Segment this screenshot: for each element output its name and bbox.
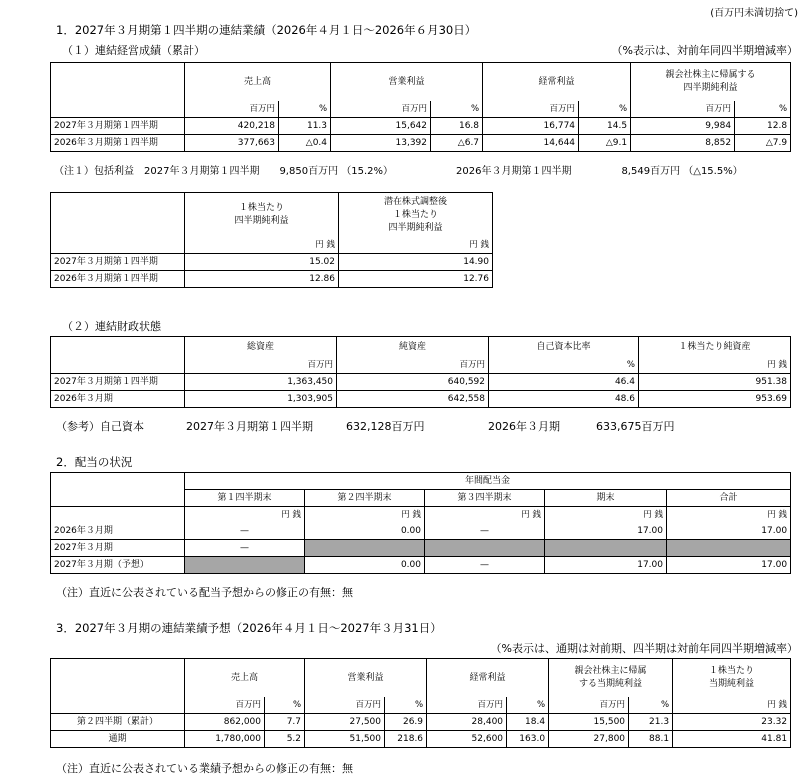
unit-cell: 円 銭 xyxy=(185,237,339,254)
cell: 28,400 xyxy=(427,714,507,731)
row-label: 2027年３月期（予想） xyxy=(51,557,185,574)
header-bps: １株当たり純資産 xyxy=(639,337,791,358)
cell: 862,000 xyxy=(185,714,265,731)
cell: 41.81 xyxy=(673,731,791,748)
table-row xyxy=(51,523,791,540)
unit-cell: 円 銭 xyxy=(185,507,305,524)
cell: 5.2 xyxy=(265,731,305,748)
unit-cell: 円 銭 xyxy=(639,357,791,374)
cell: 953.69 xyxy=(639,391,791,408)
row-label: 2027年３月期第１四半期 xyxy=(51,374,185,391)
cell: 17.00 xyxy=(667,557,791,574)
unit-cell: 円 銭 xyxy=(339,237,493,254)
operating-results-table xyxy=(50,62,791,152)
reference-equity-period: 2027年３月期第１四半期 xyxy=(186,420,313,433)
header-sales: 売上高 xyxy=(185,659,305,698)
unit-cell: 百万円 xyxy=(185,357,337,374)
header-total-assets: 総資産 xyxy=(185,337,337,358)
table-row xyxy=(51,540,791,557)
cell: 7.7 xyxy=(265,714,305,731)
reference-equity-value: 632,128百万円 xyxy=(346,420,425,433)
cell: 16.8 xyxy=(431,118,483,135)
cell: 12.8 xyxy=(735,118,791,135)
table-row xyxy=(51,391,791,408)
table-row xyxy=(51,135,791,152)
cell: △6.7 xyxy=(431,135,483,152)
cell: 377,663 xyxy=(185,135,279,152)
cell: — xyxy=(185,540,305,557)
cell: 218.6 xyxy=(385,731,427,748)
cell: 13,392 xyxy=(331,135,431,152)
unit-cell: 円 銭 xyxy=(545,507,667,524)
cell: △7.9 xyxy=(735,135,791,152)
header-year-end: 期末 xyxy=(545,490,667,507)
unit-cell: % xyxy=(629,697,673,714)
cell: 0.00 xyxy=(305,557,425,574)
cell: 9,984 xyxy=(631,118,735,135)
unit-cell: % xyxy=(279,101,331,118)
cell: 951.38 xyxy=(639,374,791,391)
cell: 27,500 xyxy=(305,714,385,731)
header-diluted-eps: 潜在株式調整後 １株当たり 四半期純利益 xyxy=(339,193,493,238)
table-row xyxy=(51,271,493,288)
cell: 88.1 xyxy=(629,731,673,748)
unit-cell: 円 銭 xyxy=(425,507,545,524)
subsection2-title: （２）連結財政状態 xyxy=(62,320,161,333)
unit-cell: 百万円 xyxy=(427,697,507,714)
table-row xyxy=(51,714,791,731)
cell: 0.00 xyxy=(305,523,425,540)
section2-title: 2．配当の状況 xyxy=(56,455,133,469)
forecast-percent-note: （%表示は、通期は対前期、四半期は対前年同四半期増減率） xyxy=(490,642,798,655)
unit-cell: % xyxy=(579,101,631,118)
cell: — xyxy=(185,523,305,540)
unit-cell: 円 銭 xyxy=(305,507,425,524)
comprehensive-income-note-prev: 2026年３月期第１四半期 8,549百万円 （△15.5%） xyxy=(456,166,743,177)
forecast-table xyxy=(50,658,791,748)
unit-cell: 円 銭 xyxy=(667,507,791,524)
cell: 14.5 xyxy=(579,118,631,135)
header-eps: １株当たり 四半期純利益 xyxy=(185,193,339,238)
cell: 23.32 xyxy=(673,714,791,731)
unit-cell: 円 銭 xyxy=(673,697,791,714)
row-label: 第２四半期（累計） xyxy=(51,714,185,731)
header-net-income: 親会社株主に帰属 する当期純利益 xyxy=(549,659,673,698)
shaded-cell xyxy=(305,540,425,557)
unit-cell: 百万円 xyxy=(549,697,629,714)
header-q2: 第２四半期末 xyxy=(305,490,425,507)
cell: 15,642 xyxy=(331,118,431,135)
comprehensive-income-note: （注１）包括利益 2027年３月期第１四半期 9,850百万円 （15.2%） xyxy=(54,166,394,177)
unit-cell: 百万円 xyxy=(185,697,265,714)
cell: △0.4 xyxy=(279,135,331,152)
cell: 1,303,905 xyxy=(185,391,337,408)
table-row xyxy=(51,254,493,271)
shaded-cell xyxy=(185,557,305,574)
unit-cell: 百万円 xyxy=(483,101,579,118)
table-row xyxy=(51,557,791,574)
cell: 26.9 xyxy=(385,714,427,731)
header-ordinary-income: 経常利益 xyxy=(483,63,631,102)
unit-cell: % xyxy=(385,697,427,714)
cell: △9.1 xyxy=(579,135,631,152)
cell: — xyxy=(425,523,545,540)
row-label: 2027年３月期 xyxy=(51,540,185,557)
row-label: 2026年３月期第１四半期 xyxy=(51,271,185,288)
row-label: 2026年３月期 xyxy=(51,391,185,408)
cell: — xyxy=(425,557,545,574)
cell: 12.86 xyxy=(185,271,339,288)
cell: 642,558 xyxy=(337,391,489,408)
header-eps: １株当たり 当期純利益 xyxy=(673,659,791,698)
unit-cell: % xyxy=(265,697,305,714)
cell: 640,592 xyxy=(337,374,489,391)
row-label: 2027年３月期第１四半期 xyxy=(51,118,185,135)
annual-dividends-header: 年間配当金 xyxy=(185,473,791,490)
cell: 420,218 xyxy=(185,118,279,135)
percent-note: （%表示は、対前年同四半期増減率） xyxy=(611,44,798,57)
header-operating-income: 営業利益 xyxy=(305,659,427,698)
unit-cell: 百万円 xyxy=(185,101,279,118)
cell: 163.0 xyxy=(507,731,549,748)
cell: 17.00 xyxy=(545,557,667,574)
shaded-cell xyxy=(545,540,667,557)
header-q3: 第３四半期末 xyxy=(425,490,545,507)
unit-cell: % xyxy=(431,101,483,118)
dividends-table xyxy=(50,472,791,574)
cell: 21.3 xyxy=(629,714,673,731)
header-equity-ratio: 自己資本比率 xyxy=(489,337,639,358)
header-net-income: 親会社株主に帰属する 四半期純利益 xyxy=(631,63,791,102)
eps-table xyxy=(50,192,493,288)
shaded-cell xyxy=(425,540,545,557)
cell: 18.4 xyxy=(507,714,549,731)
row-label: 通期 xyxy=(51,731,185,748)
cell: 48.6 xyxy=(489,391,639,408)
table-row xyxy=(51,374,791,391)
unit-cell: % xyxy=(735,101,791,118)
dividend-revision-note: （注）直近に公表されている配当予想からの修正の有無：無 xyxy=(56,586,353,599)
table-row xyxy=(51,731,791,748)
reference-equity-prev-period: 2026年３月期 xyxy=(488,420,560,433)
subsection1-title: （１）連結経営成績（累計） xyxy=(62,44,205,57)
section1-title: 1．2027年３月期第１四半期の連結業績（2026年４月１日～2026年６月30日） xyxy=(56,23,477,37)
header-total: 合計 xyxy=(667,490,791,507)
forecast-revision-note: （注）直近に公表されている業績予想からの修正の有無：無 xyxy=(56,762,353,775)
section3-title: 3．2027年３月期の連結業績予想（2026年４月１日～2027年３月31日） xyxy=(56,621,442,635)
cell: 14.90 xyxy=(339,254,493,271)
header-net-assets: 純資産 xyxy=(337,337,489,358)
cell: 11.3 xyxy=(279,118,331,135)
header-operating-income: 営業利益 xyxy=(331,63,483,102)
row-label: 2026年３月期第１四半期 xyxy=(51,135,185,152)
row-label: 2027年３月期第１四半期 xyxy=(51,254,185,271)
header-ordinary-income: 経常利益 xyxy=(427,659,549,698)
unit-cell: 百万円 xyxy=(337,357,489,374)
cell: 27,800 xyxy=(549,731,629,748)
unit-cell: 百万円 xyxy=(631,101,735,118)
cell: 17.00 xyxy=(667,523,791,540)
table-row xyxy=(51,118,791,135)
row-label: 2026年３月期 xyxy=(51,523,185,540)
cell: 15.02 xyxy=(185,254,339,271)
unit-cell: 百万円 xyxy=(331,101,431,118)
cell: 12.76 xyxy=(339,271,493,288)
header-sales: 売上高 xyxy=(185,63,331,102)
financial-position-table xyxy=(50,336,791,408)
cell: 1,363,450 xyxy=(185,374,337,391)
shaded-cell xyxy=(667,540,791,557)
cell: 1,780,000 xyxy=(185,731,265,748)
cell: 51,500 xyxy=(305,731,385,748)
cell: 16,774 xyxy=(483,118,579,135)
unit-note: (百万円未満切捨て) xyxy=(710,8,798,19)
unit-cell: 百万円 xyxy=(305,697,385,714)
cell: 46.4 xyxy=(489,374,639,391)
unit-cell: % xyxy=(489,357,639,374)
reference-equity-label: （参考）自己資本 xyxy=(56,420,144,433)
cell: 8,852 xyxy=(631,135,735,152)
cell: 15,500 xyxy=(549,714,629,731)
header-q1: 第１四半期末 xyxy=(185,490,305,507)
reference-equity-prev-value: 633,675百万円 xyxy=(596,420,675,433)
cell: 52,600 xyxy=(427,731,507,748)
unit-cell: % xyxy=(507,697,549,714)
cell: 14,644 xyxy=(483,135,579,152)
cell: 17.00 xyxy=(545,523,667,540)
